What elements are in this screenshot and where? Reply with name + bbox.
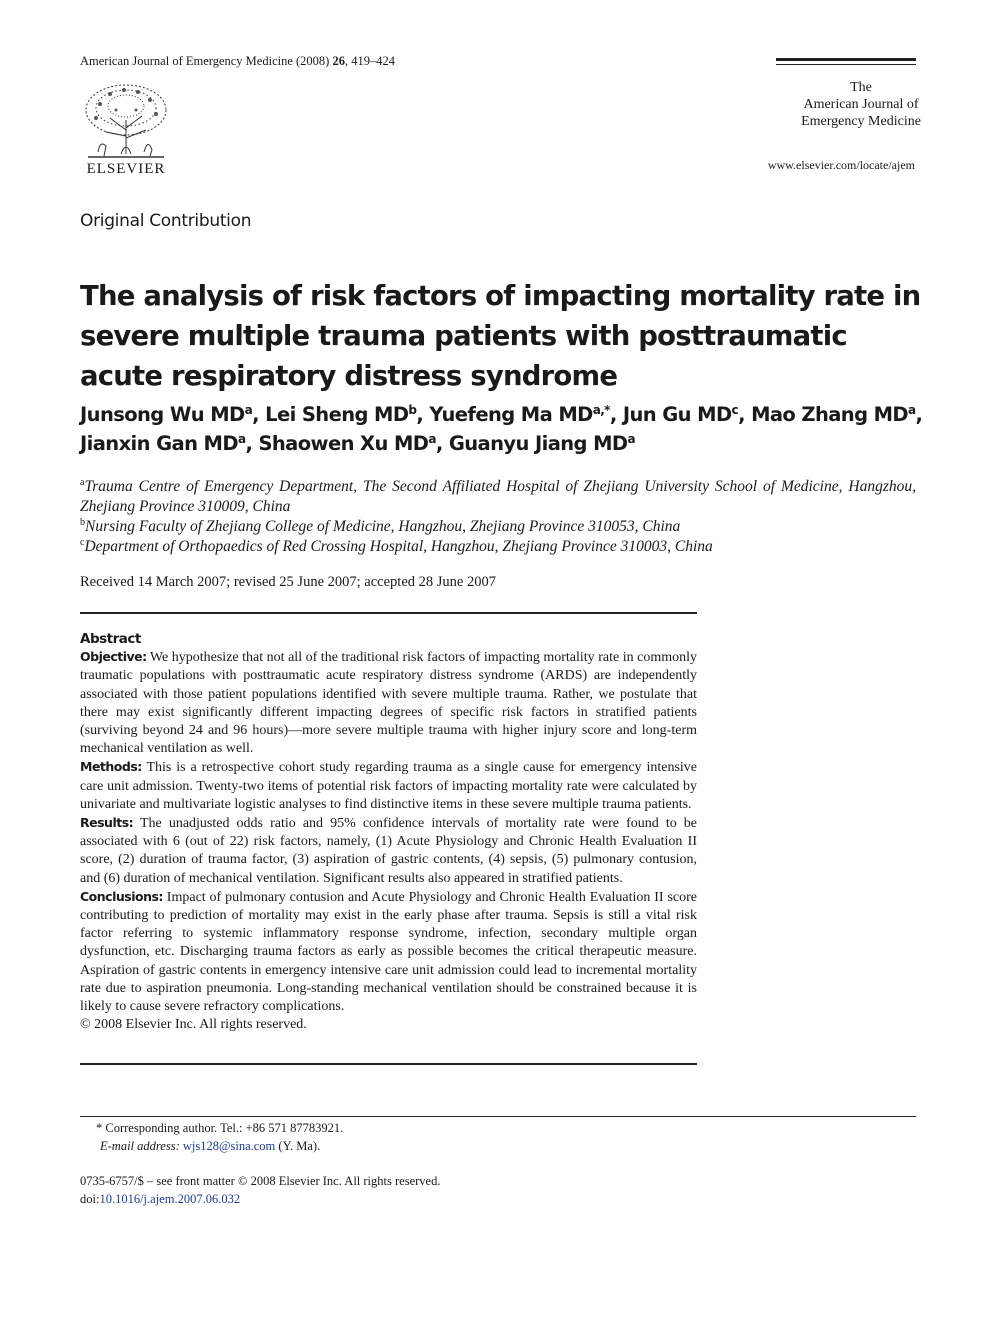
issn-line: 0735-6757/$ – see front matter © 2008 Elsevier Inc. All rights reserved.	[80, 1174, 441, 1188]
abstract-heading: Abstract	[80, 631, 141, 647]
journal-url[interactable]: www.elsevier.com/locate/ajem	[767, 158, 915, 172]
publisher-name: ELSEVIER	[86, 161, 166, 177]
section-label: Original Contribution	[80, 211, 252, 231]
abstract-top-rule	[80, 612, 697, 614]
author-line-1: Junsong Wu $MD^a$, Lei Sheng $MD^b$, Yuefeng Ma $MD^{a,*}$, Jun Gu $MD^c$, Mao Zhang $MD^a$,	[80, 403, 923, 426]
corresponding-author-note: * Corresponding author. Tel.: +86 571 87783921.	[96, 1121, 344, 1135]
author: Yuefeng Ma MD	[429, 403, 593, 426]
abstract-copyright: © 2008 Elsevier Inc. All rights reserved.	[80, 1017, 307, 1033]
abstract	[80, 630, 697, 1034]
journal-rule-thin	[776, 64, 916, 65]
affiliation-a: $^a$Trauma Centre of Emergency Department, The Second Affiliated Hospital of Zhejiang University School of Medicine, Hangzhou, Zhejiang Province 310009, China	[80, 477, 916, 515]
abstract-bottom-rule	[80, 1063, 697, 1065]
elsevier-logo	[80, 80, 172, 178]
author: Junsong Wu MD	[80, 403, 245, 426]
journal-name: The American Journal of Emergency Medicine	[801, 80, 921, 129]
doi-link[interactable]: 10.1016/j.ajem.2007.06.032	[99, 1192, 241, 1206]
author-list	[80, 400, 930, 458]
abstract-objective: Objective: We hypothesize that not all of the traditional risk factors of impacting mortality rate in commonly traumatic populations with posttraumatic acute respiratory distress syndrome (ARDS) are independently associated with those patient populations identified with severe multiple trauma. Rather, we postulate that there may exist significantly different impacting degrees of specific risk factors in stratified patients (surviving beyond 24 and 96 hours)—more severe multiple trauma with higher injury score and long-term mechanical ventilation as well.	[80, 649, 698, 757]
doi-line: doi:10.1016/j.ajem.2007.06.032	[80, 1192, 241, 1206]
author: Jun Gu MD	[622, 403, 732, 426]
journal-rule	[776, 58, 916, 61]
affiliation-b: $^b$Nursing Faculty of Zhejiang College of Medicine, Hangzhou, Zhejiang Province 310053, China	[80, 517, 681, 535]
author: Lei Sheng MD	[265, 403, 409, 426]
abstract-results: Results: The unadjusted odds ratio and 95% confidence intervals of mortality rate were found to be associated with 6 (out of 22) risk factors, namely, (1) Acute Physiology and Chronic Health Evaluation II score, (2) duration of trauma factor, (3) aspiration of gastric contents, (4) sepsis, (5) pulmonary contusion, and (6) duration of mechanical ventilation. Significant results also appeared in stratified patients.	[80, 815, 697, 886]
journal-citation: American Journal of Emergency Medicine (2008) 26, 419–424	[80, 54, 395, 68]
author: Shaowen Xu MD	[258, 432, 429, 455]
email-link[interactable]: wjs128@sina.com	[182, 1139, 276, 1153]
affiliation-c: $^c$Department of Orthopaedics of Red Crossing Hospital, Hangzhou, Zhejiang Province 310003, China	[80, 537, 713, 555]
author: Mao Zhang MD	[751, 403, 909, 426]
elsevier-tree-icon	[80, 80, 172, 160]
author: Jianxin Gan MD	[80, 432, 238, 455]
abstract-methods: Methods: This is a retrospective cohort study regarding trauma as a single cause for emergency intensive care unit admission. Twenty-two items of potential risk factors of impacting mortality rate were calculated by univariate and multivariate logistic analyses to find distinctive items in these severe multiple trauma patients.	[80, 759, 697, 812]
email-note: E-mail address: wjs128@sina.com (Y. Ma).	[100, 1139, 321, 1153]
author-line-2: Jianxin Gan $MD^a$, Shaowen Xu $MD^a$, Guanyu Jiang $MD^a$	[80, 432, 635, 455]
footnote-rule	[80, 1116, 916, 1117]
journal-volume: 26	[332, 54, 345, 68]
article-title: The analysis of risk factors of impacting mortality rate in severe multiple trauma patients with posttraumatic acute respiratory distress syndrome	[80, 280, 921, 392]
article-dates: Received 14 March 2007; revised 25 June 2007; accepted 28 June 2007	[80, 574, 496, 590]
abstract-conclusions: Conclusions: Impact of pulmonary contusion and Acute Physiology and Chronic Health Evaluation II score contributing to prediction of mortality may exist in the early phase after trauma. Sepsis is still a vital risk factor referring to systemic inflammatory response syndrome, infection, secondary multiple organ dysfunction, etc. Discharging trauma factors as early as possible becomes the critical therapeutic measure. Aspiration of gastric contents in emergency intensive care unit admission could lead to incremental mortality rate due to aspiration pneumonia. Long-standing mechanical ventilation should be constrained because it is likely to cause severe refractory complications.	[80, 888, 698, 1015]
author: Guanyu Jiang MD	[448, 432, 628, 455]
